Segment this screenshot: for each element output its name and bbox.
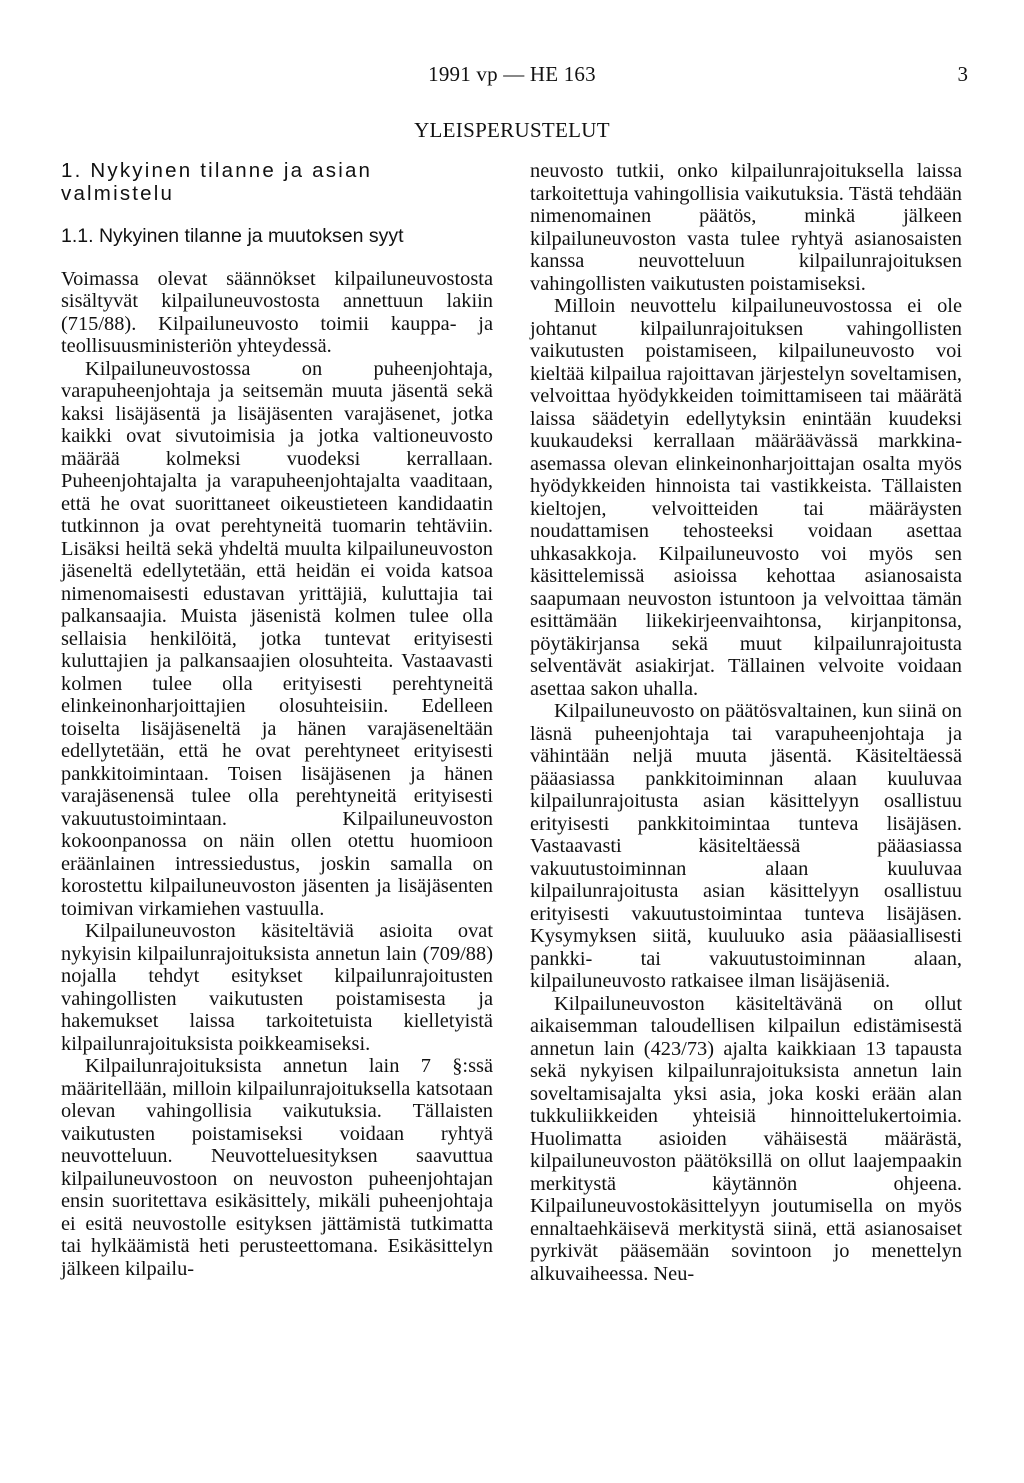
page-number: 3	[957, 62, 968, 86]
right-column	[530, 160, 962, 1285]
page-header	[0, 62, 1024, 92]
document-reference: 1991 vp — HE 163	[428, 62, 596, 86]
paragraph: Kilpailuneuvoston käsiteltävänä on ollut aikaisemman taloudellisen kilpailun edistämisestä annetun lain (423/73) ajalta kaikkiaan 13 tapausta sekä nykyisen kilpailunrajoituksista annetun lain soveltamisajalta yksi asia, joka koski erään alan tukkuliikkeiden yhteisiä hinnoittelukertoimia. Huolimatta asioiden vähäisestä määrästä, kilpailuneuvoston päätöksillä on ollut laajempaakin merkitystä käytännön ohjeena. Kilpailuneuvostokäsittelyyn joutumisella on myös ennaltaehkäisevä merkitystä siinä, että asianosaiset pyrkivät pääsemään sovintoon jo menettelyn alkuvaiheessa. Neu-	[530, 992, 962, 1285]
heading-1: 1. Nykyinen tilanne ja asian valmistelu	[61, 159, 373, 205]
section-title: YLEISPERUSTELUT	[414, 118, 610, 142]
paragraph: Kilpailuneuvostossa on puheenjohtaja, varapuheenjohtaja ja seitsemän muuta jäsentä sekä kaksi lisäjäsentä ja lisäjäsenten varajäsenet, jotka kaikki ovat sivutoimisia ja jotka valtioneuvosto määrää kolmeksi vuodeksi kerrallaan. Puheenjohtajalta ja varapuheenjohtajalta vaaditaan, että he ovat suorittaneet oikeustieteen kandidaatin tutkinnon ja ovat perehtyneitä tuomarin tehtäviin. Lisäksi heiltä sekä yhdeltä muulta kilpailuneuvoston jäseneltä edellytetään, että heidän ei voida katsoa nimenomaisesti edustavan yrittäjiä, kuluttajia tai palkansaajia. Muista jäsenistä kolmen tulee olla sellaisia henkilöitä, jotka tuntevat erityisesti kuluttajien ja palkansaajien olosuhteita. Vastaavasti kolmen tulee olla erityisesti perehtyneitä elinkeinonharjoittajien olosuhteisiin. Edelleen toiselta lisäjäseneltä ja hänen varajäseneltään edellytetään, että he ovat perehtyneet erityisesti pankkitoimintaan. Toisen lisäjäsenen ja hänen varajäsenensä tulee olla perehtyneitä erityisesti vakuutustoimintaan. Kilpailuneuvoston kokoonpanossa on näin ollen otettu huomioon eräänlainen intressiedustus, joskin samalla on korostettu kilpailuneuvoston jäsenten ja lisäjäsenten toimivan virkamiehen vastuulla.	[61, 357, 493, 920]
paragraph: Kilpailunrajoituksista annetun lain 7 §:ssä määritellään, milloin kilpailunrajoituksella katsotaan olevan vahingollisia vaikutuksia. Tällaisten vaikutusten poistamiseksi voidaan ryhtyä neuvotteluun. Neuvotteluesityksen saavuttua kilpailuneuvostoon on neuvoston puheenjohtajan ensin suoritettava esikäsittely, mikäli puheenjohtaja ei esitä neuvostolle esityksen jättämistä tutkimatta tai hylkäämistä heti perusteettomana. Esikäsittelyn jälkeen kilpailu-	[61, 1055, 493, 1280]
paragraph: neuvosto tutkii, onko kilpailunrajoituksella laissa tarkoitettuja vahingollisia vaikutuksia. Tästä tehdään nimenomainen päätös, minkä jälkeen kilpailuneuvoston vasta tulee ryhtyä asianosaisten kanssa neuvotteluun kilpailunrajoituksen vahingollisten vaikutusten poistamiseksi.	[530, 160, 962, 295]
paragraph: Kilpailuneuvosto on päätösvaltainen, kun siinä on läsnä puheenjohtaja tai varapuheenjohtaja ja vähintään neljä muuta jäsentä. Käsiteltäessä pääasiassa pankkitoiminnan alaan kuuluvaa kilpailunrajoitusta asian käsittelyyn osallistuu erityisesti pankkitoimintaa tunteva lisäjäsen. Vastaavasti käsiteltäessä pääasiassa vakuutustoiminnan alaan kuuluvaa kilpailunrajoitusta asian käsittelyyn osallistuu erityisesti vakuutustoimintaa tunteva lisäjäsen. Kysymyksen siitä, kuuluuko asia pääasiallisesti pankki- tai vakuutustoiminnan alaan, kilpailuneuvosto ratkaisee ilman lisäjäseniä.	[530, 700, 962, 992]
paragraph: Kilpailuneuvoston käsiteltäviä asioita ovat nykyisin kilpailunrajoituksista annetun lain (709/88) nojalla tehdyt esitykset kilpailunrajoitusten vahingollisten vaikutusten poistamisesta ja hakemukset laissa tarkoitetuista kielletyistä kilpailunrajoituksista poikkeamiseksi.	[61, 920, 493, 1055]
paragraph: Voimassa olevat säännökset kilpailuneuvostosta sisältyvät kilpailuneuvostosta annettuun lakiin (715/88). Kilpailuneuvosto toimii kauppa- ja teollisuusministeriön yhteydessä.	[61, 267, 493, 357]
heading-1-1: 1.1. Nykyinen tilanne ja muutoksen syyt	[61, 225, 404, 247]
paragraph: Milloin neuvottelu kilpailuneuvostossa ei ole johtanut kilpailunrajoituksen vahingollisten vaikutusten poistamiseen, kilpailuneuvosto voi kieltää kilpailua rajoittavan järjestelyn soveltamisen, velvoittaa hyödykkeiden toimittamiseen tai määrätä laissa säädetyin edellytyksin enintään kuudeksi kuukaudeksi kerrallaan määräävässä markkina-asemassa olevan elinkeinonharjoittajan osalta myös hyödykkeiden hinnoista tai vastikkeista. Tällaisten kieltojen, velvoitteiden tai määräysten noudattamisen tehosteeksi voidaan asettaa uhkasakkoja. Kilpailuneuvosto voi myös sen käsittelemissä asioissa kehottaa asianosaista saapumaan neuvoston istuntoon ja velvoittaa tämän esittämään liikekirjeenvaihtonsa, kirjanpitonsa, pöytäkirjansa sekä muut kilpailunrajoitusta selventävät asiakirjat. Tällainen velvoite voidaan asettaa sakon uhalla.	[530, 295, 962, 700]
left-column	[61, 160, 493, 1280]
